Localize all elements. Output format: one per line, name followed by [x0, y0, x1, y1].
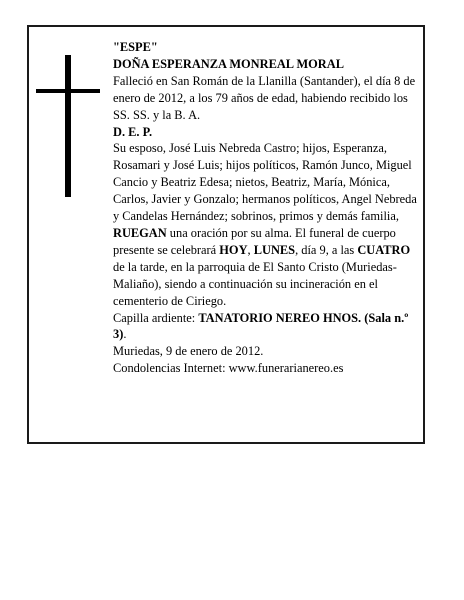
nickname: "ESPE"	[113, 40, 158, 54]
cross-horizontal-bar	[36, 89, 100, 93]
chapel-label: Capilla ardiente:	[113, 310, 199, 325]
request-text-2: ,	[247, 242, 254, 257]
obituary-text	[113, 39, 419, 377]
ruegan-word: RUEGAN	[113, 225, 167, 240]
family-list: Su esposo, José Luis Nebreda Castro; hijos, Esperanza, Rosamari y José Luis; hijos políticos, Ramón Junco, Miguel Cancio y Beatriz Edesa; nietos, Beatriz, María, Mónica, Carlos, Javier y Gonzalo; hermanos políticos, Angel Nebreda y Candelas Hernández; sobrinos, primos y demás familia,	[113, 141, 417, 224]
lunes-word: LUNES	[253, 242, 296, 257]
hoy-word: HOY	[219, 242, 248, 257]
rip: D. E. P.	[113, 124, 153, 139]
request-text-1: una oración por su alma. El funeral de cuerpo presente se celebrará	[113, 225, 396, 257]
death-details: Falleció en San Román de la Llanilla (Santander), el día 8 de enero de 2012, a los 79 años de edad, habiendo recibido los SS. SS. y la B. A.	[113, 73, 416, 122]
chapel-line	[113, 310, 419, 344]
request-text-3: , día 9, a las	[295, 242, 358, 257]
cuatro-word: CUATRO	[357, 242, 411, 257]
chapel-place: TANATORIO NEREO HNOS. (Sala n.º 3)	[113, 310, 409, 342]
funeral-request	[113, 225, 419, 310]
cross-icon	[36, 55, 100, 197]
deceased-name: DOÑA ESPERANZA MONREAL MORAL	[113, 56, 344, 71]
condolences-line: Condolencias Internet: www.funerarianereo.es	[113, 361, 344, 376]
chapel-end: .	[123, 327, 127, 342]
date-line: Muriedas, 9 de enero de 2012.	[113, 344, 264, 359]
request-text-4: de la tarde, en la parroquia de El Santo Cristo (Muriedas-Maliaño), siendo a continuación su incineración en el cementerio de Ciriego.	[113, 259, 397, 308]
cross-vertical-bar	[65, 55, 71, 197]
